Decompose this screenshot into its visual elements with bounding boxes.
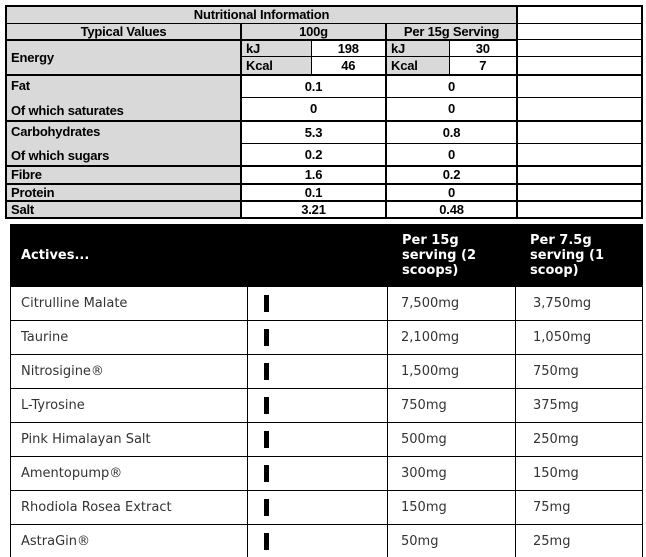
table-title: Nutritional Information (6, 6, 517, 23)
row-label-fibre: Fibre (6, 166, 241, 184)
value-cell: 198 (311, 40, 386, 57)
empty-cell (517, 98, 642, 121)
value-cell: 0 (241, 98, 386, 121)
table-row (11, 287, 643, 321)
per-7-5g-value: 150mg (516, 457, 643, 491)
empty-cell (517, 57, 642, 75)
table-row (6, 121, 642, 144)
value-cell: 3.21 (241, 201, 386, 218)
table-row (6, 40, 642, 57)
row-label-salt: Salt (6, 201, 241, 218)
row-label-fat-group (6, 75, 241, 121)
value-cell: 30 (449, 40, 517, 57)
per-7-5g-value: 750mg (516, 355, 643, 389)
marker-cell (248, 525, 388, 557)
value-cell: 0.8 (386, 121, 517, 144)
table-row (11, 389, 643, 423)
per-7-5g-value: 75mg (516, 491, 643, 525)
value-cell: 1.6 (241, 166, 386, 184)
empty-cell (517, 40, 642, 57)
marker-cell (248, 287, 388, 321)
marker-cell (248, 321, 388, 355)
nutritional-information-table (5, 5, 643, 219)
empty-cell (517, 121, 642, 144)
value-cell: 46 (311, 57, 386, 75)
empty-cell (517, 144, 642, 166)
table-row (6, 166, 642, 184)
table-row (11, 355, 643, 389)
ingredient-name: Rhodiola Rosea Extract (11, 491, 248, 525)
per-7-5g-value: 1,050mg (516, 321, 643, 355)
empty-cell (517, 201, 642, 218)
marker-cell (248, 457, 388, 491)
per-7-5g-value: 25mg (516, 525, 643, 557)
per-15g-value: 2,100mg (388, 321, 516, 355)
column-header-per-7-5g-serving: Per 7.5g serving (1 scoop) (516, 225, 643, 287)
unit-cell: Kcal (386, 57, 449, 75)
ingredient-name: AstraGin® (11, 525, 248, 557)
table-row (6, 184, 642, 201)
value-cell: 0 (386, 75, 517, 98)
vertical-bar-icon (264, 295, 269, 312)
per-7-5g-value: 250mg (516, 423, 643, 457)
per-15g-value: 750mg (388, 389, 516, 423)
per-7-5g-value: 375mg (516, 389, 643, 423)
ingredient-name: Nitrosigine® (11, 355, 248, 389)
ingredient-name: Amentopump® (11, 457, 248, 491)
vertical-bar-icon (264, 363, 269, 380)
row-label-of-which-sugars: Of which sugars (11, 147, 110, 163)
row-label-protein: Protein (6, 184, 241, 201)
vertical-bar-icon (264, 465, 269, 482)
actives-header-row (11, 225, 643, 287)
actives-title: Actives... (11, 225, 388, 287)
row-label-fat: Fat (11, 77, 30, 93)
vertical-bar-icon (264, 329, 269, 346)
value-cell: 0.48 (386, 201, 517, 218)
vertical-bar-icon (264, 499, 269, 516)
per-15g-value: 50mg (388, 525, 516, 557)
empty-cell (517, 166, 642, 184)
row-label-energy: Energy (6, 40, 241, 75)
table-row (11, 525, 643, 557)
value-cell: 0 (386, 184, 517, 201)
value-cell: 0.1 (241, 75, 386, 98)
table-row (6, 75, 642, 98)
value-cell: 5.3 (241, 121, 386, 144)
row-label-of-which-saturates: Of which saturates (11, 102, 124, 118)
value-cell: 0 (386, 144, 517, 166)
row-label-carbohydrates-group (6, 121, 241, 166)
ingredient-name: Taurine (11, 321, 248, 355)
empty-cell (517, 6, 642, 23)
marker-cell (248, 423, 388, 457)
vertical-bar-icon (264, 533, 269, 550)
empty-cell (517, 75, 642, 98)
table-row (11, 423, 643, 457)
per-15g-value: 150mg (388, 491, 516, 525)
per-15g-value: 300mg (388, 457, 516, 491)
value-cell: 7 (449, 57, 517, 75)
vertical-bar-icon (264, 431, 269, 448)
per-15g-value: 7,500mg (388, 287, 516, 321)
empty-cell (517, 184, 642, 201)
marker-cell (248, 355, 388, 389)
value-cell: 0.1 (241, 184, 386, 201)
ingredient-name: Citrulline Malate (11, 287, 248, 321)
table-row (6, 6, 642, 23)
unit-cell: kJ (386, 40, 449, 57)
column-header-per-15g-serving: Per 15g serving (2 scoops) (388, 225, 516, 287)
value-cell: 0 (386, 98, 517, 121)
marker-cell (248, 389, 388, 423)
per-15g-value: 1,500mg (388, 355, 516, 389)
empty-cell (517, 23, 642, 40)
per-15g-value: 500mg (388, 423, 516, 457)
value-cell: 0.2 (386, 166, 517, 184)
table-row (11, 457, 643, 491)
ingredient-name: Pink Himalayan Salt (11, 423, 248, 457)
column-header-typical-values: Typical Values (6, 23, 241, 40)
value-cell: 0.2 (241, 144, 386, 166)
table-row (6, 201, 642, 218)
row-label-carbohydrates: Carbohydrates (11, 123, 101, 139)
column-header-100g: 100g (241, 23, 386, 40)
table-row (11, 321, 643, 355)
actives-table (10, 224, 643, 557)
vertical-bar-icon (264, 397, 269, 414)
column-header-per-serving: Per 15g Serving (386, 23, 517, 40)
unit-cell: Kcal (241, 57, 311, 75)
per-7-5g-value: 3,750mg (516, 287, 643, 321)
marker-cell (248, 491, 388, 525)
table-row (11, 491, 643, 525)
ingredient-name: L-Tyrosine (11, 389, 248, 423)
table-row (6, 23, 642, 40)
unit-cell: kJ (241, 40, 311, 57)
